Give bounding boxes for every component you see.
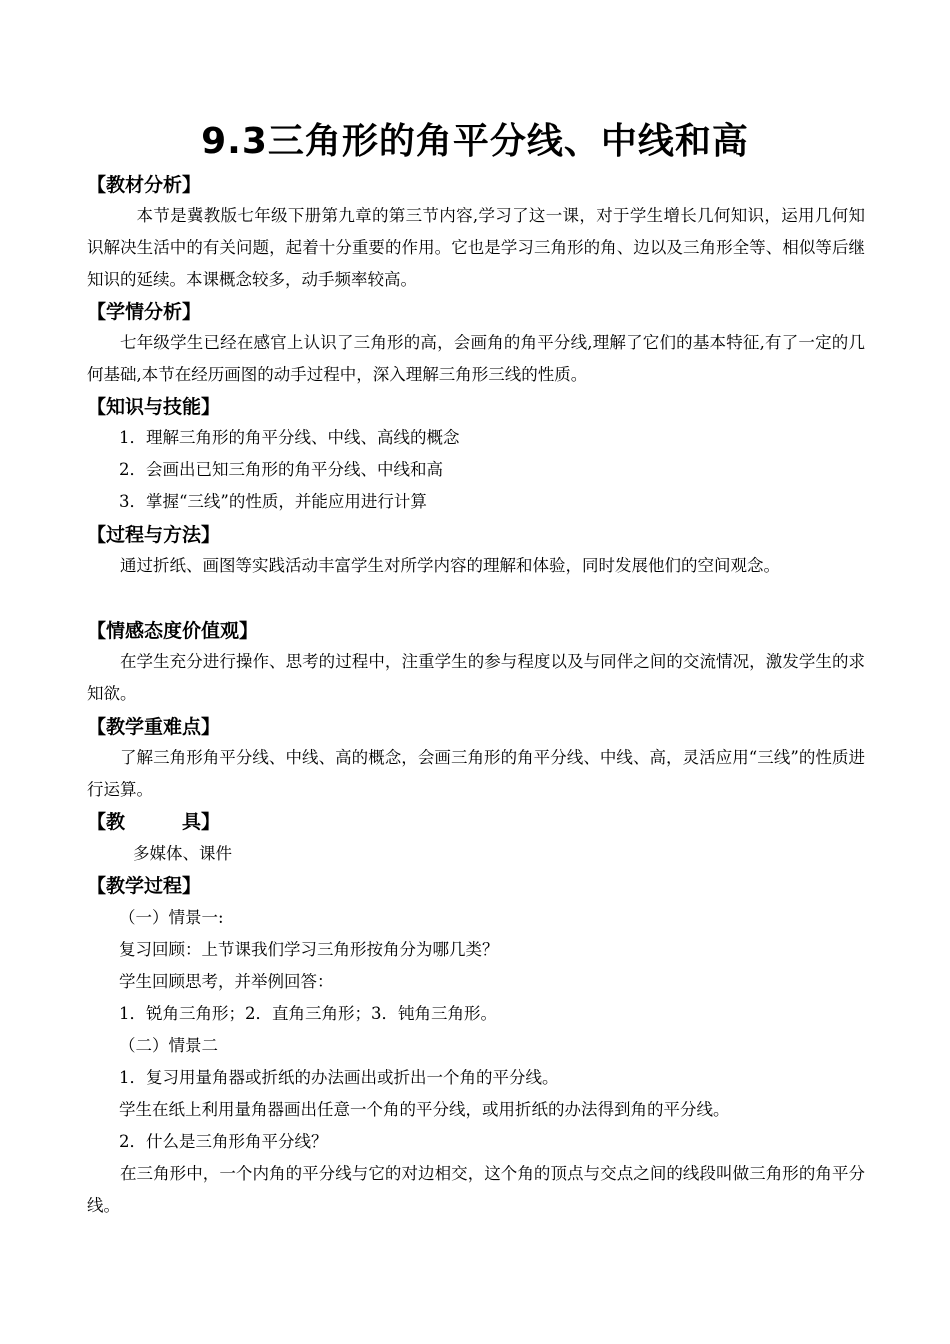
- knowledge-item: 1．理解三角形的角平分线、中线、高线的概念: [119, 428, 460, 447]
- heading-teaching-tools: 【教 具】: [87, 811, 221, 833]
- process-line: 学生回顾思考，并举例回答：: [119, 972, 334, 991]
- heading-emotional-values: 【情感态度价值观】: [87, 620, 259, 642]
- page-title: 9.3三角形的角平分线、中线和高: [201, 121, 749, 162]
- process-line: 1．锐角三角形；2．直角三角形；3．钝角三角形。: [119, 1004, 497, 1023]
- knowledge-item: 2．会画出已知三角形的角平分线、中线和高: [119, 460, 443, 479]
- process-line: （二）情景二: [119, 1036, 218, 1055]
- knowledge-item: 3．掌握“三线”的性质，并能应用进行计算: [119, 492, 427, 511]
- heading-knowledge-skills: 【知识与技能】: [87, 396, 221, 418]
- paragraph-angle-bisector-definition: 在三角形中，一个内角的平分线与它的对边相交，这个角的顶点与交点之间的线段叫做三角形的角平分线。: [87, 1164, 865, 1215]
- process-line: （一）情景一:: [119, 908, 224, 927]
- heading-key-difficulties: 【教学重难点】: [87, 716, 221, 738]
- process-line: 2．什么是三角形角平分线？: [119, 1132, 328, 1151]
- process-line: 学生在纸上利用量角器画出任意一个角的平分线，或用折纸的办法得到角的平分线。: [119, 1100, 730, 1119]
- process-line: 复习回顾：上节课我们学习三角形按角分为哪几类？: [119, 940, 499, 959]
- paragraph-process-methods: 通过折纸、画图等实践活动丰富学生对所学内容的理解和体验，同时发展他们的空间观念。: [120, 556, 780, 575]
- heading-textbook-analysis: 【教材分析】: [87, 174, 202, 196]
- paragraph-key-difficulties: 了解三角形角平分线、中线、高的概念，会画三角形的角平分线、中线、高，灵活应用“三线”的性质进行运算。: [87, 748, 865, 799]
- heading-student-analysis: 【学情分析】: [87, 301, 202, 323]
- heading-teaching-process: 【教学过程】: [87, 875, 202, 897]
- process-line: 1．复习用量角器或折纸的办法画出或折出一个角的平分线。: [119, 1068, 559, 1087]
- paragraph-textbook-analysis: 本节是冀教版七年级下册第九章的第三节内容,学习了这一课，对于学生增长几何知识，运用几何知识解决生活中的有关问题，起着十分重要的作用。它也是学习三角形的角、边以及三角形全等、相似等后继知识的延续。本课概念较多，动手频率较高。: [87, 206, 865, 289]
- heading-process-methods: 【过程与方法】: [87, 524, 221, 546]
- paragraph-emotional-values: 在学生充分进行操作、思考的过程中，注重学生的参与程度以及与同伴之间的交流情况，激发学生的求知欲。: [87, 652, 865, 703]
- teaching-tools-text: 多媒体、课件: [133, 844, 232, 863]
- paragraph-student-analysis: 七年级学生已经在感官上认识了三角形的高，会画角的角平分线,理解了它们的基本特征,有了一定的几何基础,本节在经历画图的动手过程中，深入理解三角形三线的性质。: [87, 333, 865, 384]
